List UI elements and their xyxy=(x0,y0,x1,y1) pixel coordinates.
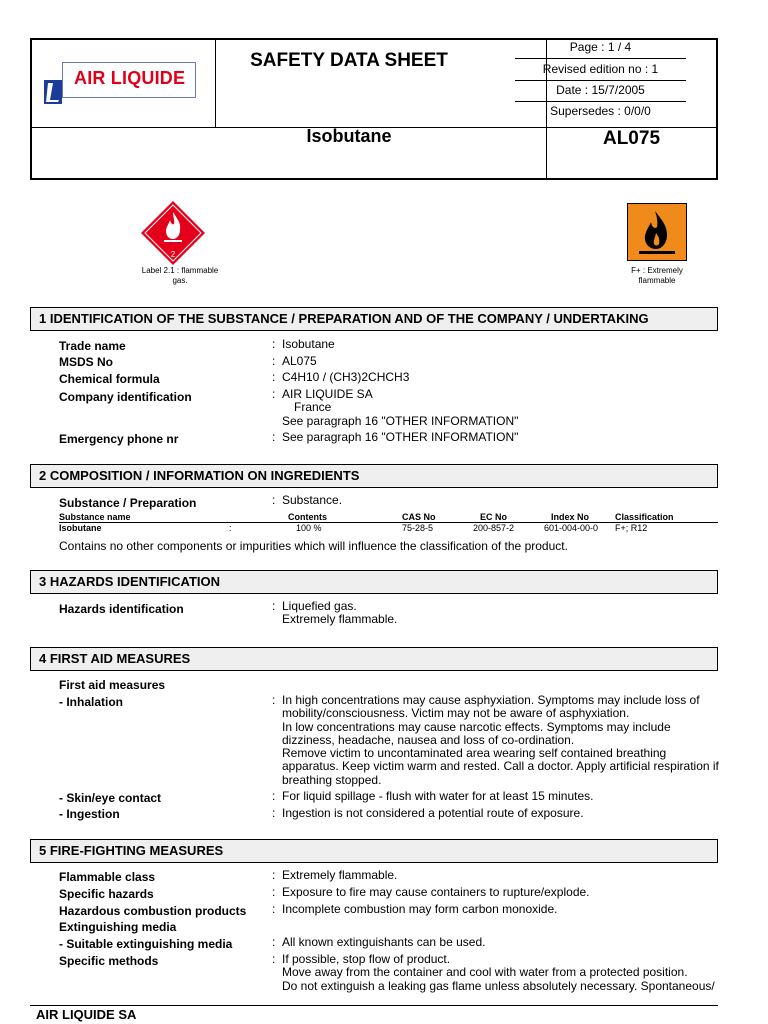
trade-name-value: : Isobutane xyxy=(272,337,335,351)
table-cell: Isobutane xyxy=(59,523,102,533)
field-label: Extinguishing media xyxy=(59,920,177,934)
table-cell: 75-28-5 xyxy=(402,523,434,533)
suitable-media-value: : All known extinguishants can be used. xyxy=(272,935,486,949)
section-3-header: 3 HAZARDS IDENTIFICATION xyxy=(30,570,718,594)
table-cell: F+; R12 xyxy=(615,523,648,533)
field-label: - Inhalation xyxy=(59,695,123,709)
pictogram-caption: F+ : Extremely flammable xyxy=(631,266,683,285)
revised-edition: Revised edition no : 1 xyxy=(515,59,686,81)
specific-methods-value: : If possible, stop flow of product. Move away from the container and cool with water from a protected position. Do not extinguish a leaking gas flame unless absolutely necessary. Spontaneous/ xyxy=(272,952,715,993)
skin-value: : For liquid spillage - flush with water for at least 15 minutes. xyxy=(272,789,594,803)
footer-company: AIR LIQUIDE SA xyxy=(36,1007,137,1022)
ingestion-value: : Ingestion is not considered a potential route of exposure. xyxy=(272,806,584,820)
pictogram-caption: Label 2.1 : flammable gas. xyxy=(141,266,219,285)
field-label: MSDS No xyxy=(59,355,113,369)
flammable-gas-diamond-icon xyxy=(140,200,206,271)
inhalation-value: : In high concentrations may cause asphyxiation. Symptoms may include loss of mobility/consciousness. Victim may not be aware of asphyxiation. In low concentrations may cause narcotic effects. Symptoms may include dizziness, headache, nausea and loss of co-ordination. Remove victim to uncontaminated area wearing self contained breathing apparatus. Keep victim warm and rested. Call a doctor. Apply artificial respiration if breathing stopped. xyxy=(272,693,719,787)
field-label: Hazards identification xyxy=(59,602,184,616)
field-label: Substance / Preparation xyxy=(59,496,197,510)
table-header: Contents xyxy=(288,512,327,522)
table-cell: 200-857-2 xyxy=(473,523,515,533)
revision-date: Date : 15/7/2005 xyxy=(515,80,686,102)
msds-value: : AL075 xyxy=(272,354,317,368)
table-header: EC No xyxy=(480,512,507,522)
table-header: CAS No xyxy=(402,512,436,522)
document-title: SAFETY DATA SHEET xyxy=(250,50,448,71)
extremely-flammable-icon xyxy=(627,203,687,266)
product-name: Isobutane xyxy=(306,126,392,146)
flammable-class-value: : Extremely flammable. xyxy=(272,868,398,882)
field-label: - Suitable extinguishing media xyxy=(59,937,233,951)
substance-value: : Substance. xyxy=(272,493,343,507)
field-label: Trade name xyxy=(59,339,126,353)
composition-note: Contains no other components or impurities which will influence the classification of the product. xyxy=(59,539,568,553)
table-cell: : xyxy=(229,523,232,533)
emergency-value: : See paragraph 16 "OTHER INFORMATION" xyxy=(272,430,519,444)
logo-mark-icon xyxy=(44,80,62,104)
page-number: Page : 1 / 4 xyxy=(515,37,686,59)
field-label: Hazardous combustion products xyxy=(59,904,247,918)
field-label: Company identification xyxy=(59,390,192,404)
product-code: AL075 xyxy=(602,128,661,149)
field-label: Specific methods xyxy=(59,954,159,968)
formula-value: : C4H10 / (CH3)2CHCH3 xyxy=(272,370,410,384)
field-label: Flammable class xyxy=(59,870,156,884)
supersedes: Supersedes : 0/0/0 xyxy=(550,104,651,118)
field-label: - Ingestion xyxy=(59,807,120,821)
field-label: - Skin/eye contact xyxy=(59,791,162,805)
section-2-header: 2 COMPOSITION / INFORMATION ON INGREDIENTS xyxy=(30,464,718,488)
section-5-header: 5 FIRE-FIGHTING MEASURES xyxy=(30,839,718,863)
table-header: Substance name xyxy=(59,512,131,522)
combustion-value: : Incomplete combustion may form carbon monoxide. xyxy=(272,902,558,916)
company-logo-text: AIR LIQUIDE xyxy=(74,68,186,88)
table-header: Index No xyxy=(551,512,590,522)
field-label: Specific hazards xyxy=(59,887,154,901)
table-cell: 100 % xyxy=(296,523,322,533)
hazards-value: : Liquefied gas. Extremely flammable. xyxy=(272,599,398,627)
specific-hazards-value: : Exposure to fire may cause containers to rupture/explode. xyxy=(272,885,590,899)
table-cell: 601-004-00-0 xyxy=(544,523,599,533)
section-1-header: 1 IDENTIFICATION OF THE SUBSTANCE / PREPARATION AND OF THE COMPANY / UNDERTAKING xyxy=(30,307,718,331)
hazard-class-number: 2 xyxy=(170,250,176,259)
field-label: Emergency phone nr xyxy=(59,432,179,446)
table-header: Classification xyxy=(615,512,674,522)
company-value: : AIR LIQUIDE SA France See paragraph 16 "OTHER INFORMATION" xyxy=(272,387,519,428)
footer-rule xyxy=(30,1005,718,1006)
section-4-header: 4 FIRST AID MEASURES xyxy=(30,647,718,671)
field-label: Chemical formula xyxy=(59,372,160,386)
field-label: First aid measures xyxy=(59,678,166,692)
